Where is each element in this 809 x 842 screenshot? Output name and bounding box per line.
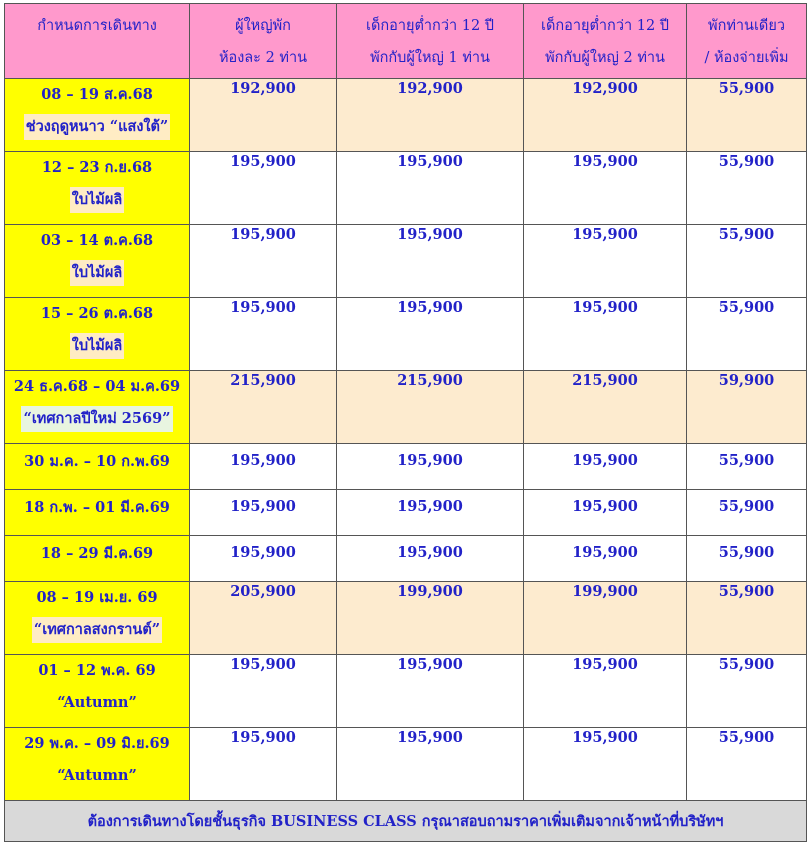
single-supplement-price: 59,900: [687, 371, 807, 444]
trip-note: “เทศกาลปีใหม่ 2569”: [21, 406, 172, 432]
child-with-2-adults-price: 192,900: [524, 79, 687, 152]
date-cell: [5, 79, 190, 152]
child-with-1-adult-price: 199,900: [337, 582, 524, 655]
header-adult-price: [190, 4, 337, 79]
price-table: [4, 3, 807, 842]
header-child-with-2-adults: [524, 4, 687, 79]
date-cell: [5, 225, 190, 298]
adult-price: 192,900: [190, 79, 337, 152]
trip-note: ใบไม้ผลิ: [70, 260, 125, 286]
adult-price: 195,900: [190, 536, 337, 582]
child-with-2-adults-price: 195,900: [524, 152, 687, 225]
child-with-2-adults-price: 195,900: [524, 655, 687, 728]
child-with-1-adult-price: 195,900: [337, 490, 524, 536]
table-row: [5, 655, 807, 728]
single-supplement-price: 55,900: [687, 225, 807, 298]
adult-price: 195,900: [190, 490, 337, 536]
header-adult-price-line2: ห้องละ 2 ท่าน: [218, 50, 308, 66]
child-with-2-adults-price: 195,900: [524, 490, 687, 536]
header-single-supplement-line1: พักท่านเดียว: [708, 18, 785, 34]
trip-note: “Autumn”: [57, 767, 137, 784]
single-supplement-price: 55,900: [687, 79, 807, 152]
date-cell: [5, 152, 190, 225]
date-range: 29 พ.ค. – 09 มิ.ย.69: [24, 735, 170, 752]
child-with-1-adult-price: 195,900: [337, 655, 524, 728]
date-range: 18 ก.พ. – 01 มี.ค.69: [24, 499, 170, 516]
table-row: [5, 371, 807, 444]
child-with-1-adult-price: 192,900: [337, 79, 524, 152]
header-child-with-1-adult-line1: เด็กอายุต่ำกว่า 12 ปี: [366, 18, 494, 34]
trip-note: “เทศกาลสงกรานต์”: [32, 617, 162, 643]
table-row: [5, 582, 807, 655]
single-supplement-price: 55,900: [687, 728, 807, 801]
adult-price: 195,900: [190, 298, 337, 371]
trip-note: “Autumn”: [57, 694, 137, 711]
date-range: 18 – 29 มี.ค.69: [40, 545, 154, 562]
date-cell: [5, 536, 190, 582]
trip-note: ใบไม้ผลิ: [70, 187, 125, 213]
date-cell: [5, 582, 190, 655]
table-row: [5, 152, 807, 225]
adult-price: 215,900: [190, 371, 337, 444]
date-cell: [5, 298, 190, 371]
date-range: 08 – 19 เม.ย. 69: [36, 589, 158, 606]
date-cell: [5, 655, 190, 728]
header-single-supplement: [687, 4, 807, 79]
single-supplement-price: 55,900: [687, 655, 807, 728]
child-with-2-adults-price: 195,900: [524, 444, 687, 490]
adult-price: 195,900: [190, 444, 337, 490]
date-cell: [5, 371, 190, 444]
date-range: 12 – 23 ก.ย.68: [41, 159, 153, 176]
header-row: [5, 4, 807, 79]
header-adult-price-line1: ผู้ใหญ่พัก: [235, 18, 291, 34]
table-row: [5, 444, 807, 490]
trip-note: ช่วงฤดูหนาว “แสงใต้”: [24, 114, 171, 140]
header-travel-dates-label: กำหนดการเดินทาง: [37, 18, 157, 34]
child-with-1-adult-price: 195,900: [337, 298, 524, 371]
adult-price: 195,900: [190, 728, 337, 801]
date-range: 03 – 14 ต.ค.68: [40, 232, 154, 249]
table-row: [5, 490, 807, 536]
child-with-2-adults-price: 195,900: [524, 728, 687, 801]
single-supplement-price: 55,900: [687, 152, 807, 225]
date-cell: [5, 490, 190, 536]
child-with-2-adults-price: 195,900: [524, 225, 687, 298]
child-with-2-adults-price: 199,900: [524, 582, 687, 655]
child-with-1-adult-price: 195,900: [337, 444, 524, 490]
single-supplement-price: 55,900: [687, 582, 807, 655]
business-class-notice: ต้องการเดินทางโดยชั้นธุรกิจ BUSINESS CLASS กรุณาสอบถามราคาเพิ่มเติมจากเจ้าหน้าที่บริษัทฯ: [5, 801, 807, 842]
single-supplement-price: 55,900: [687, 490, 807, 536]
child-with-1-adult-price: 195,900: [337, 728, 524, 801]
footer-row: [5, 801, 807, 842]
date-range: 30 ม.ค. – 10 ก.พ.69: [24, 453, 170, 470]
date-range: 08 – 19 ส.ค.68: [41, 86, 153, 103]
child-with-2-adults-price: 195,900: [524, 298, 687, 371]
table-row: [5, 79, 807, 152]
date-range: 24 ธ.ค.68 – 04 ม.ค.69: [13, 378, 181, 395]
single-supplement-price: 55,900: [687, 298, 807, 371]
header-child-with-2-adults-line1: เด็กอายุต่ำกว่า 12 ปี: [541, 18, 669, 34]
trip-note: ใบไม้ผลิ: [70, 333, 125, 359]
header-child-with-1-adult: [337, 4, 524, 79]
header-travel-dates: [5, 4, 190, 79]
child-with-2-adults-price: 195,900: [524, 536, 687, 582]
single-supplement-price: 55,900: [687, 536, 807, 582]
header-child-with-2-adults-line2: พักกับผู้ใหญ่ 2 ท่าน: [545, 50, 665, 66]
adult-price: 195,900: [190, 152, 337, 225]
table-row: [5, 298, 807, 371]
child-with-1-adult-price: 195,900: [337, 536, 524, 582]
single-supplement-price: 55,900: [687, 444, 807, 490]
header-child-with-1-adult-line2: พักกับผู้ใหญ่ 1 ท่าน: [370, 50, 490, 66]
date-range: 01 – 12 พ.ค. 69: [38, 662, 156, 679]
table-row: [5, 728, 807, 801]
child-with-1-adult-price: 215,900: [337, 371, 524, 444]
child-with-2-adults-price: 215,900: [524, 371, 687, 444]
adult-price: 205,900: [190, 582, 337, 655]
adult-price: 195,900: [190, 225, 337, 298]
child-with-1-adult-price: 195,900: [337, 225, 524, 298]
date-cell: [5, 444, 190, 490]
child-with-1-adult-price: 195,900: [337, 152, 524, 225]
date-cell: [5, 728, 190, 801]
date-range: 15 – 26 ต.ค.68: [40, 305, 154, 322]
adult-price: 195,900: [190, 655, 337, 728]
table-row: [5, 536, 807, 582]
header-single-supplement-line2: / ห้องจ่ายเพิ่ม: [704, 50, 789, 66]
table-row: [5, 225, 807, 298]
